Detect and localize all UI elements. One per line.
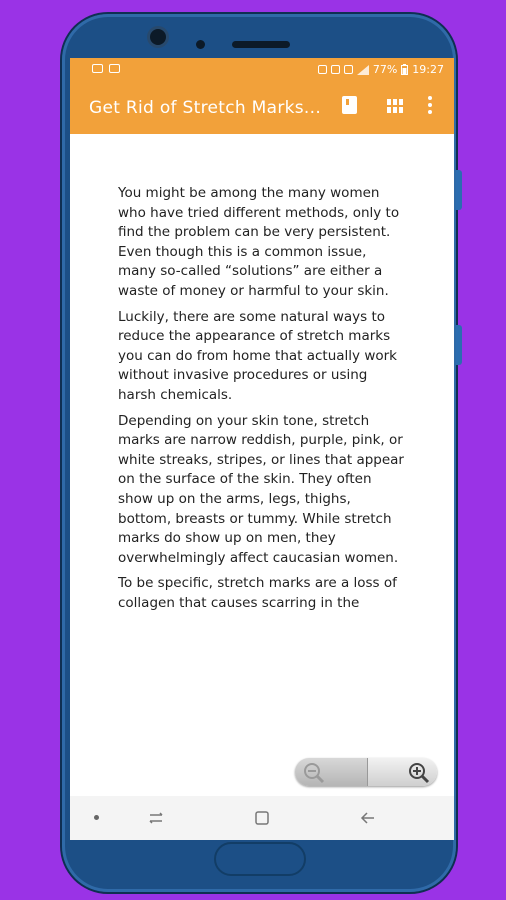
front-camera xyxy=(150,29,166,45)
signal-icon xyxy=(357,65,369,75)
gallery-notification-icon xyxy=(109,64,120,73)
zoom-out-icon xyxy=(303,762,325,784)
bookmark-icon[interactable] xyxy=(342,96,357,114)
wifi-icon xyxy=(344,65,353,74)
status-bar xyxy=(70,58,454,82)
home-icon[interactable] xyxy=(252,808,272,828)
battery-icon xyxy=(401,64,408,75)
grid-icon[interactable] xyxy=(387,99,403,113)
side-button xyxy=(456,325,462,365)
screen xyxy=(70,58,454,840)
clock: 19:27 xyxy=(412,63,444,76)
sensor-dot xyxy=(196,40,205,49)
zoom-in-button[interactable] xyxy=(368,758,437,786)
navigation-bar xyxy=(70,796,454,840)
zoom-out-button[interactable] xyxy=(295,758,367,786)
recent-apps-icon[interactable] xyxy=(146,808,166,828)
more-vert-icon[interactable] xyxy=(428,96,432,114)
article-paragraph: To be specific, stretch marks are a loss of collagen that causes scarring in the xyxy=(118,575,397,611)
earpiece-speaker xyxy=(232,41,290,48)
hardware-home-button[interactable] xyxy=(214,842,306,876)
back-icon[interactable] xyxy=(358,808,378,828)
battery-level: 77% xyxy=(372,63,398,76)
zoom-control xyxy=(295,758,437,786)
app-bar xyxy=(70,82,454,134)
alarm-icon xyxy=(318,65,327,74)
side-button xyxy=(456,170,462,210)
article-paragraph: Luckily, there are some natural ways to reduce the appearance of stretch marks you can do from home that actually work without invasive procedures or using harsh chemicals. xyxy=(118,308,398,403)
app-title: Get Rid of Stretch Marks... xyxy=(89,98,322,118)
nav-dot-icon[interactable] xyxy=(94,815,99,820)
article-paragraph: You might be among the many women who have tried different methods, only to find the problem can be very persistent. Even though this is a common issue, many so-called “solutions” are either a waste of money or harmful to your skin. xyxy=(118,185,400,299)
image-notification-icon xyxy=(92,64,103,73)
nfc-icon xyxy=(331,65,340,74)
article-body xyxy=(118,184,408,619)
zoom-in-icon xyxy=(408,762,430,784)
article-paragraph: Depending on your skin tone, stretch marks are narrow reddish, purple, pink, or white streaks, stripes, or lines that appear on the surface of the skin. They often show up on the arms, legs, thighs, bottom, breasts or tummy. While stretch marks do show up on men, they overwhelmingly affect caucasian women. xyxy=(118,412,404,566)
